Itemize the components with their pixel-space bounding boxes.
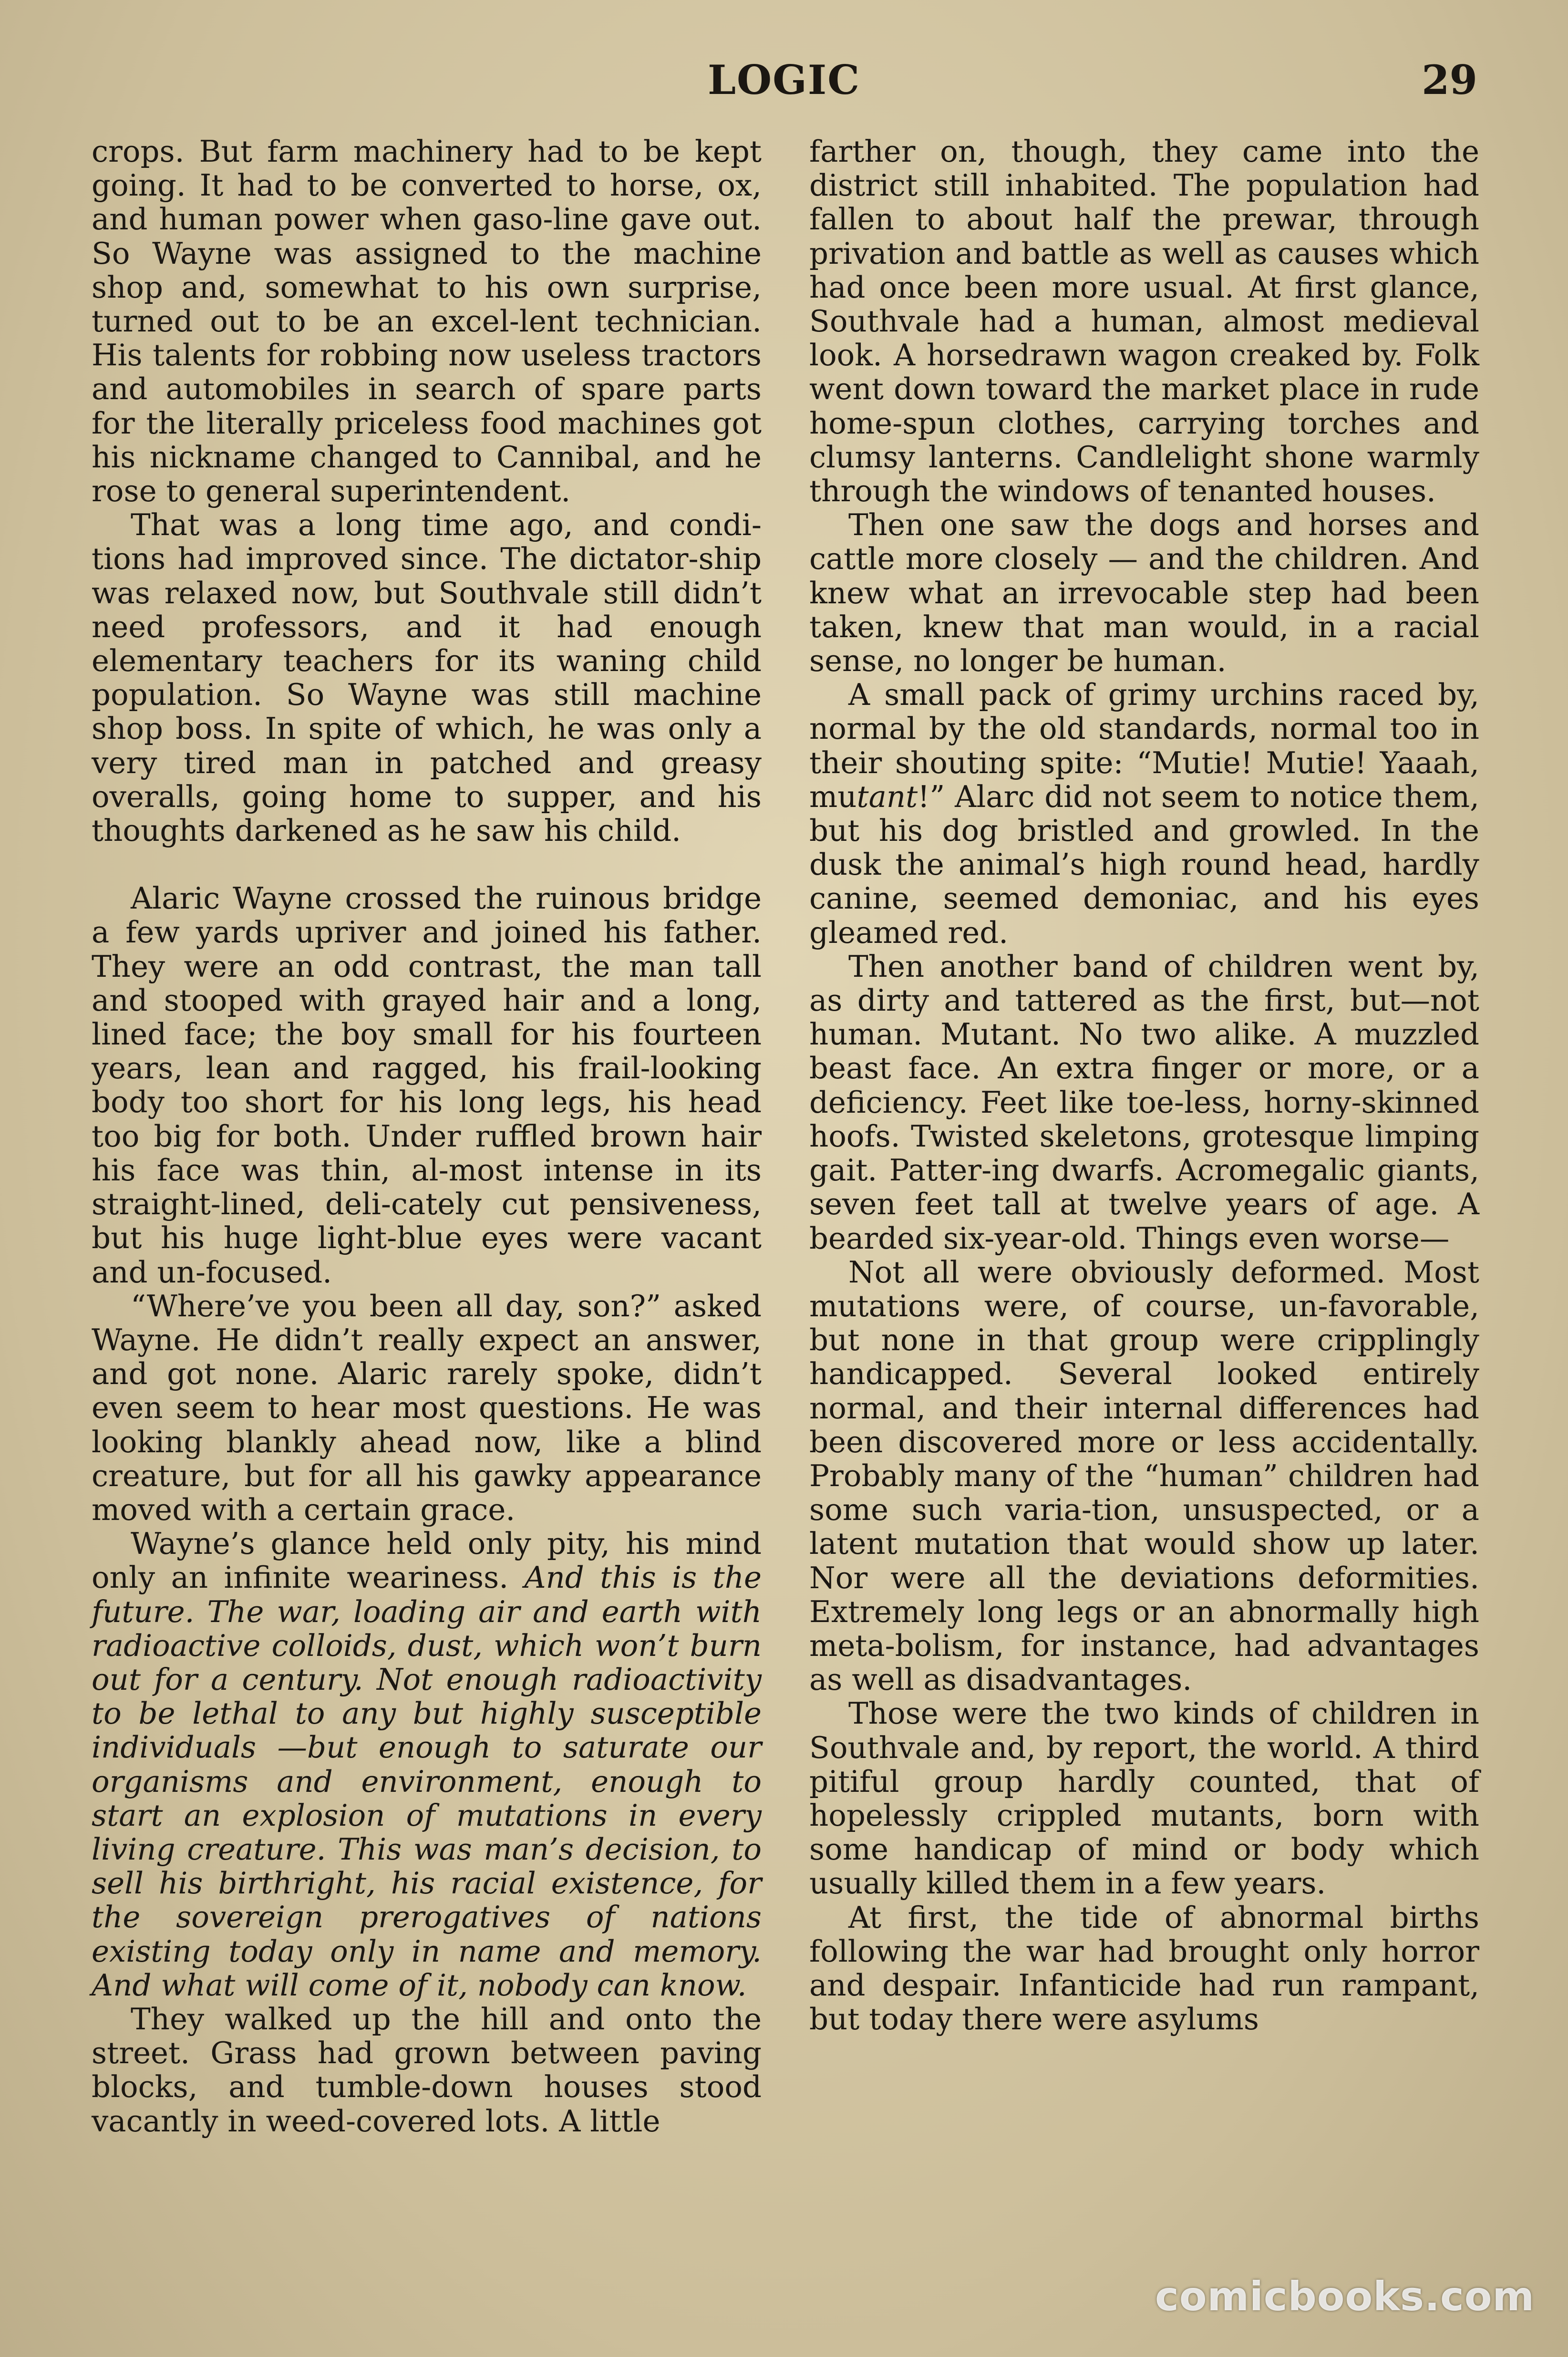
paragraph: Those were the two kinds of children in Southvale and, by report, the world. A third pitiful group hardly counted, that of hopelessly crippled mutants, born with some handicap of mind or body which usually killed them in a few years.	[809, 1696, 1479, 1901]
paragraph: They walked up the hill and onto the street. Grass had grown between paving blocks, and tumble-down houses stood vacantly in weed-covered lots. A little	[92, 2001, 762, 2139]
paragraph-text: !” Alarc did not seem to notice them, but his dog bristled and growled. In the dusk the animal’s high round head, hardly canine, seemed demoniac, and his eyes gleamed red.	[809, 779, 1479, 950]
right-column	[809, 134, 1479, 2036]
paragraph: “Where’ve you been all day, son?” asked Wayne. He didn’t really expect an answer, and got none. Alaric rarely spoke, didn’t even seem to hear most questions. He was looking blankly ahead now, like a blind creature, but for all his gawky appearance moved with a certain grace.	[92, 1288, 762, 1527]
paragraph: Then another band of children went by, as dirty and tattered as the first, but—not human. Mutant. No two alike. A muzzled beast face. An extra finger or more, or a deficiency. Feet like toe-less, horny-skinned hoofs. Twisted skeletons, grotesque limping gait. Patter-ing dwarfs. Acromegalic giants, seven feet tall at twelve years of age. A bearded six-year-old. Things even worse—	[809, 949, 1479, 1256]
paragraph: Then one saw the dogs and horses and cattle more closely — and the children. And knew what an irrevocable step had been taken, knew that man would, in a racial sense, no longer be human.	[809, 507, 1479, 679]
page-number: 29	[1422, 56, 1477, 103]
running-title: LOGIC	[707, 56, 861, 103]
italic-thought-text: And this is the future. The war, loading air and earth with radioactive colloids, dust, which won’t burn out for a century. Not enough radioactivity to be lethal to any but highly susceptible individuals —but enough to saturate our organisms and environment, enough to start an explosion of mutations in every living creature. This was man’s decision, to sell his birthright, his racial existence, for the sovereign prerogatives of nations existing today only in name and memory. And what will come of it, nobody can know.	[92, 1560, 762, 2003]
paragraph: Alaric Wayne crossed the ruinous bridge a few yards upriver and joined his father. They were an odd contrast, the man tall and stooped with grayed hair and a long, lined face; the boy small for his fourteen years, lean and ragged, his frail-looking body too short for his long legs, his head too big for both. Under ruffled brown hair his face was thin, al-most intense in its straight-lined, deli-cately cut pensiveness, but his huge light-blue eyes were vacant and un-focused.	[92, 881, 762, 1290]
paragraph-text: Wayne’s glance held only pity, his mind only an infinite weariness.	[92, 1526, 762, 1595]
paragraph: farther on, though, they came into the district still inhabited. The population had fallen to about half the prewar, through privation and battle as well as causes which had once been more usual. At first glance, Southvale had a human, almost medieval look. A horsedrawn wagon creaked by. Folk went down toward the market place in rude home-spun clothes, carrying torches and clumsy lanterns. Candlelight shone warmly through the windows of tenanted houses.	[809, 134, 1479, 509]
paragraph-text: A small pack of grimy urchins raced by, normal by the old standards, normal too in their shouting spite: “Mutie! Mutie! Yaaah, mu	[809, 677, 1479, 814]
paragraph: That was a long time ago, and condi-tions had improved since. The dictator-ship was relaxed now, but Southvale still didn’t need professors, and it had enough elementary teachers for its waning child population. So Wayne was still machine shop boss. In spite of which, he was only a very tired man in patched and greasy overalls, going home to supper, and his thoughts darkened as he saw his child.	[92, 507, 762, 848]
watermark-text: comicbooks.com	[1155, 2273, 1535, 2320]
paragraph: crops. But farm machinery had to be kept going. It had to be converted to horse, ox, and human power when gaso-line gave out. So Wayne was assigned to the machine shop and, somewhat to his own surprise, turned out to be an excel-lent technician. His talents for robbing now useless tractors and automobiles in search of spare parts for the literally priceless food machines got his nickname changed to Cannibal, and he rose to general superintendent.	[92, 134, 762, 509]
paragraph	[92, 1527, 762, 2002]
italic-word: tant	[856, 779, 918, 814]
paragraph: Not all were obviously deformed. Most mutations were, of course, un-favorable, but none in that group were cripplingly handicapped. Several looked entirely normal, and their internal differences had been discovered more or less accidentally. Probably many of the “human” children had some such varia-tion, unsuspected, or a latent mutation that would show up later. Nor were all the deviations deformities. Extremely long legs or an abnormally high meta-bolism, for instance, had advantages as well as disadvantages.	[809, 1254, 1479, 1697]
running-head	[0, 56, 1568, 109]
left-column	[92, 134, 762, 2138]
paragraph	[809, 678, 1479, 950]
paragraph: At first, the tide of abnormal births following the war had brought only horror and despair. Infanticide had run rampant, but today there were asylums	[809, 1900, 1479, 2037]
